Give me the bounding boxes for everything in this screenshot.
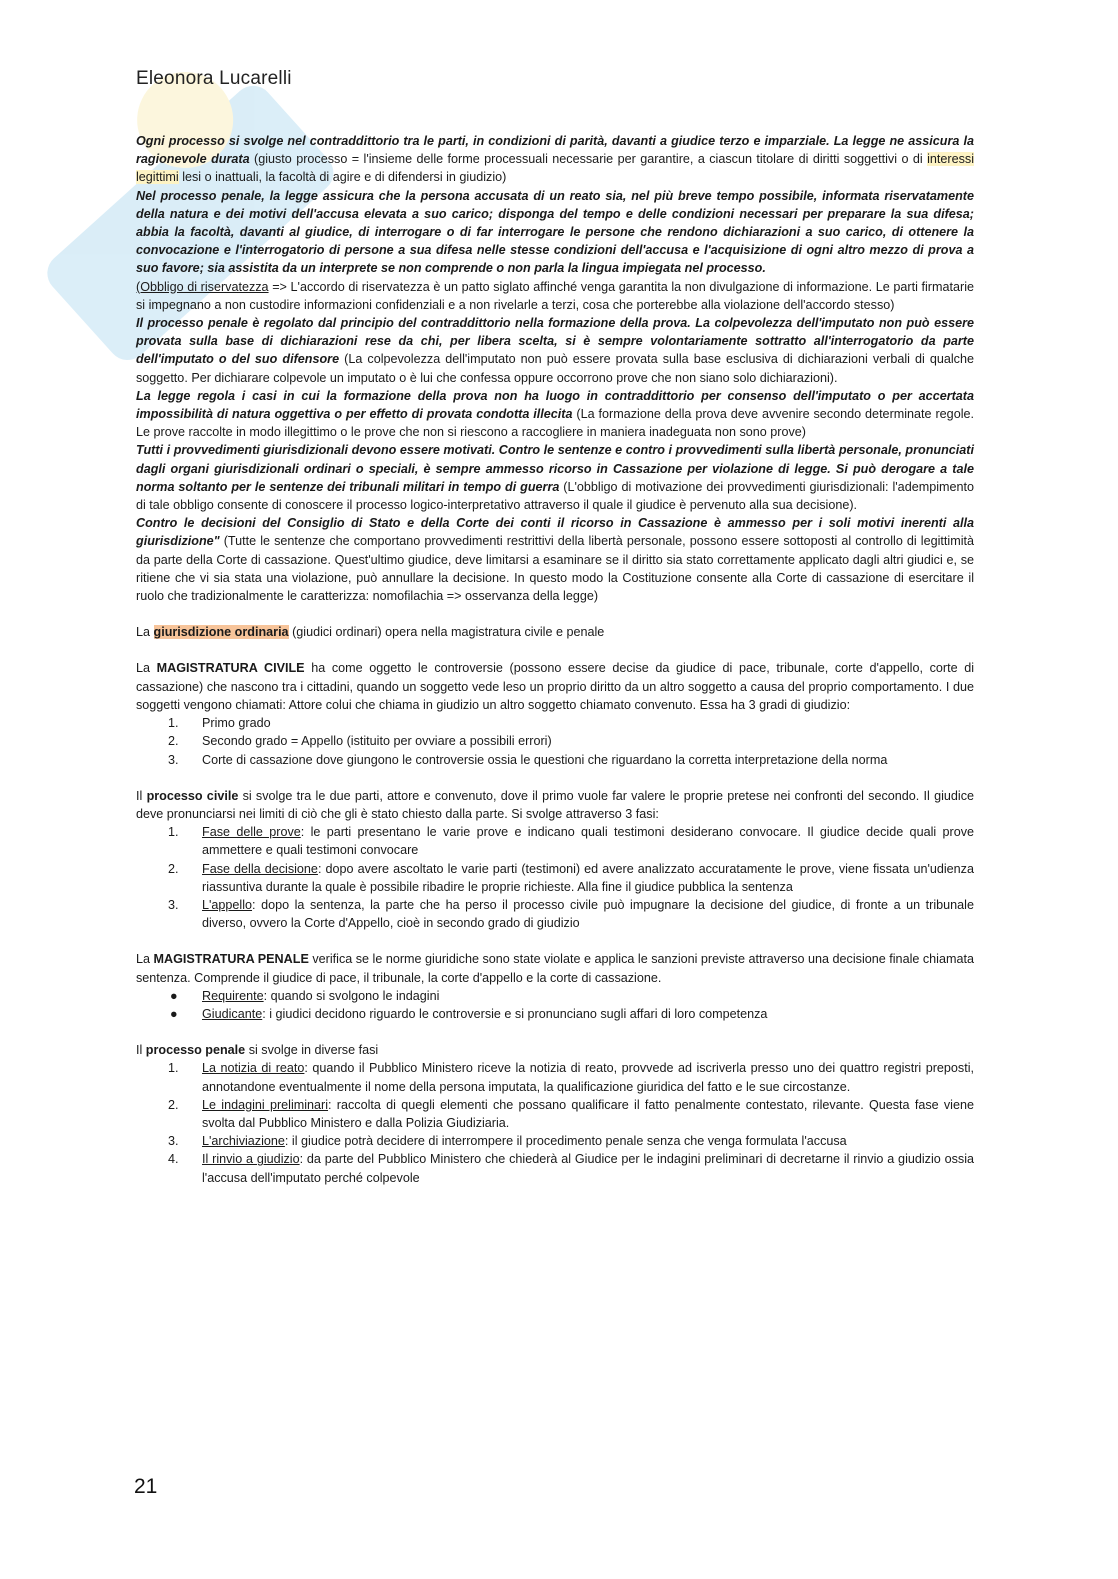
paragraph-text: (giudici ordinari) opera nella magistratura civile e penale	[288, 625, 605, 640]
paragraph-giurisdizione-ordinaria	[136, 623, 974, 641]
page-number: 21	[134, 1475, 158, 1498]
paragraph-processo-civile	[136, 787, 974, 823]
list-item-text: : i giudici decidono riguardo le controversie e si pronunciano sugli affari di loro competenza	[262, 1006, 768, 1021]
paragraph-riservatezza	[136, 278, 974, 314]
list-item-title: Il rinvio a giudizio	[202, 1152, 300, 1167]
list-item-title: Fase delle prove	[202, 825, 301, 840]
paragraph-text: (La colpevolezza dell'imputato non può essere provata sulla base esclusiva di dichiarazioni verbali di qualche soggetto. Per dichiarare colpevole un imputato o è lui che confessa oppure occorrono prove che non siano solo dichiarazioni).	[136, 352, 974, 385]
paragraph-processo-penale	[136, 1041, 974, 1059]
list-item	[136, 1096, 974, 1132]
highlighted-text: giurisdizione ordinaria	[153, 625, 289, 640]
paragraph-bold-text: processo civile	[146, 788, 239, 803]
paragraph-text: => L'accordo di riservatezza è un patto siglato affinché venga garantita la non divulgazione di informazione. Le parti firmatarie si impegnano a non custodire informazioni confidenziali e a non rivelarle a terzi, cosa che porterebbe alla violazione dell'accordo stesso)	[136, 279, 974, 312]
paragraph-formazione-prova	[136, 387, 974, 442]
list-item-text: Secondo grado = Appello (istituito per ovviare a possibili errori)	[202, 734, 552, 749]
list-item-text: Corte di cassazione dove giungono le controversie ossia le questioni che riguardano la corretta interpretazione della norma	[202, 752, 888, 767]
paragraph-bold-text: Contro le decisioni del Consiglio di Stato e della Corte dei conti il ricorso in Cassazione è ammesso per i soli motivi inerenti alla giurisdizione"	[136, 516, 974, 549]
list-item-text: : il giudice potrà decidere di interrompere il procedimento penale senza che venga formulata l'accusa	[284, 1134, 847, 1149]
list-number: 2.	[168, 1097, 179, 1112]
list-item	[136, 1150, 974, 1186]
list-number: 3.	[168, 752, 179, 767]
list-item-title: Giudicante	[202, 1006, 263, 1021]
paragraph-bold-text: Nel processo penale, la legge assicura che la persona accusata di un reato sia, nel più breve tempo possibile, informata riservatamente della natura e dei motivi dell'accusa elevata a suo carico; disponga del tempo e delle condizioni necessari per preparare la sua difesa; abbia la facoltà, davanti al giudice, di interrogare o di far interrogare le persone che rendono dichiarazioni a suo carico, di ottenere la convocazione e l'interrogatorio di persone a sua difesa nelle stesse condizioni dell'accusa e l'acquisizione di ogni altro mezzo di prova a suo favore; sia assistita da un interprete se non comprende o non parla la lingua impiegata nel processo.	[136, 188, 974, 276]
paragraph-text: Il	[136, 788, 147, 803]
page-body	[136, 132, 974, 1187]
paragraph-bold-text: Ogni processo si svolge nel contraddittorio tra le parti, in condizioni di parità, davanti a giudice terzo e imparziale. La legge ne assicura la ragionevole durata	[136, 134, 974, 167]
paragraph-text: La	[136, 625, 154, 640]
list-item-text: : dopo avere ascoltato le varie parti (testimoni) ed avere analizzato accuratamente le prove, viene fissata un'udienza riassuntiva durante la quale è possibile ribadire le proprie richieste. Alla fine il giudice pubblica la sentenza	[202, 861, 974, 894]
list-item	[136, 987, 974, 1005]
list-item-title: L'appello	[202, 897, 253, 912]
paragraph-bold-text: MAGISTRATURA CIVILE	[156, 661, 305, 676]
list-item-title: Requirente	[202, 988, 264, 1003]
document-author: Eleonora Lucarelli	[136, 68, 292, 89]
list-item-text: : quando il Pubblico Ministero riceve la notizia di reato, provvede ad iscriverla presso uno dei quattro registri preposti, annotandone eventualmente il nome della persona imputata, la qualificazione giuridica del fatto e le sue circostanze.	[202, 1061, 974, 1094]
paragraph-bold-text: Tutti i provvedimenti giurisdizionali devono essere motivati. Contro le sentenze e contro i provvedimenti sulla libertà personale, pronunciati dagli organi giurisdizionali ordinari o speciali, è sempre ammesso ricorso in Cassazione per violazione di legge. Si può derogare a tale norma soltanto per le sentenze dei tribunali militari in tempo di guerra	[136, 443, 974, 494]
list-item	[136, 896, 974, 932]
paragraph-text: si svolge in diverse fasi	[245, 1043, 379, 1058]
list-item	[136, 732, 974, 750]
list-item-text: : le parti presentano le varie prove e indicano quali testimoni desiderano convocare. Il giudice decide quali prove ammettere e quali testimoni convocare	[202, 825, 974, 858]
bullet-icon: ●	[170, 1006, 178, 1021]
paragraph-contraddittorio	[136, 314, 974, 387]
list-item-title: L'archiviazione	[202, 1134, 285, 1149]
paragraph-text: ha come oggetto le controversie (possono essere decise da giudice di pace, tribunale, corte d'appello, corte di cassazione) che nascono tra i cittadini, quando un soggetto vede leso un proprio diritto da un altro soggetto a causa del proprio comportamento. I due soggetti vengono chiamati: Attore colui che chiama in giudizio un altro soggetto chiamato convenuto. Essa ha 3 gradi di giudizio:	[136, 661, 975, 712]
paragraph-magistratura-civile	[136, 659, 974, 714]
bullet-icon: ●	[170, 988, 178, 1003]
list-number: 1.	[168, 825, 179, 840]
list-gradi-giudizio	[136, 714, 974, 769]
paragraph-provvedimenti	[136, 441, 974, 514]
list-item	[136, 823, 974, 859]
list-number: 3.	[168, 1134, 179, 1149]
list-item-text: : quando si svolgono le indagini	[263, 988, 440, 1003]
list-item-title: Le indagini preliminari	[202, 1097, 329, 1112]
list-item-text: : dopo la sentenza, la parte che ha perso il processo civile può impugnare la decisione del giudice, di fronte a un tribunale diverso, ovvero la Corte d'Appello, cioè in secondo grado di giudizio	[202, 897, 974, 931]
paragraph-text: verifica se le norme giuridiche sono state violate e applica le sanzioni previste attraverso una decisione finale chiamata sentenza. Comprende il giudice di pace, il tribunale, la corte d'appello e la corte di cassazione.	[136, 952, 974, 985]
list-magistratura-penale	[136, 987, 974, 1023]
paragraph-text: (Tutte le sentenze che comportano provvedimenti restrittivi della libertà personale, possono essere sottoposti al controllo di legittimità da parte della Corte di cassazione. Quest'ultimo giudice, deve limitarsi a esaminare se il diritto sia stato correttamente applicato dagli altri giudici e, se ritiene che vi sia stata una violazione, può annullare la decisione. In questo modo la Costituzione consente alla Corte di cassazione di esercitare il ruolo che tradizionalmente le caratterizza: nomofilachia => osservanza della legge)	[136, 534, 974, 604]
list-item	[136, 714, 974, 732]
paragraph-text: La	[136, 661, 157, 676]
list-number: 2.	[168, 861, 179, 876]
paragraph-bold-text: MAGISTRATURA PENALE	[153, 952, 309, 967]
list-item-title: Fase della decisione	[202, 861, 318, 876]
paragraph-text: si svolge tra le due parti, attore e convenuto, dove il primo vuole far valere le proprie pretese nei confronti del secondo. Il giudice deve pronunciarsi nei limiti di ciò che gli è stato chiesto dalla parte. Si svolge attraverso 3 fasi:	[136, 788, 974, 821]
paragraph-magistratura-penale	[136, 950, 974, 986]
paragraph-bold-text: La legge regola i casi in cui la formazione della prova non ha luogo in contraddittorio per consenso dell'imputato o per accertata impossibilità di natura oggettiva o per effetto di provata condotta illecita	[136, 388, 974, 422]
list-number: 1.	[168, 1061, 179, 1076]
list-item-text: : raccolta di quegli elementi che possano qualificare il fatto penalmente contestato, rilevante. Questa fase viene svolta dal Pubblico Ministero e dalla Polizia Giudiziaria.	[202, 1097, 974, 1130]
paragraph-text: (La formazione della prova deve avvenire secondo determinate regole. Le prove raccolte in modo illegittimo o le prove che non si riescono a raccogliere in maniera inadeguata non sono prove)	[136, 407, 974, 440]
list-item-text: Primo grado	[202, 716, 271, 731]
list-item	[136, 860, 974, 896]
paragraph-consiglio-di-stato	[136, 514, 974, 605]
list-number: 2.	[168, 734, 179, 749]
paragraph-processo-penale-diritti	[136, 187, 974, 278]
list-item	[136, 1059, 974, 1095]
paragraph-text: La	[136, 952, 154, 967]
paragraph-text: lesi o inattuali, la facoltà di agire e di difendersi in giudizio)	[178, 170, 507, 185]
paragraph-text: (giusto processo = l'insieme delle forme processuali necessarie per garantire, a ciascun titolare di diritti soggettivi o di	[249, 152, 928, 167]
list-number: 4.	[168, 1152, 179, 1167]
list-item	[136, 1132, 974, 1150]
paragraph-giusto-processo	[136, 132, 974, 187]
list-item-text: : da parte del Pubblico Ministero che chiederà al Giudice per le indagini preliminari di decretarne il rinvio a giudizio ossia l'accusa dell'imputato perché colpevole	[202, 1152, 974, 1185]
list-item-title: La notizia di reato	[202, 1061, 305, 1076]
list-number: 1.	[168, 716, 179, 731]
paragraph-text: Il	[136, 1043, 146, 1058]
paragraph-text: (L'obbligo di motivazione dei provvedimenti giurisdizionali: l'adempimento di tale obbligo consente di conoscere il processo logico-interpretativo attraverso il quale il giudice è pervenuto alla sua decisione).	[136, 479, 974, 513]
list-fasi-processo-penale	[136, 1059, 974, 1186]
paragraph-bold-text: Il processo penale è regolato dal principio del contraddittorio nella formazione della prova. La colpevolezza dell'imputato non può essere provata sulla base di dichiarazioni rese da chi, per libera scelta, si è sempre volontariamente sottratto all'interrogatorio da parte dell'imputato o del suo difensore	[136, 316, 974, 367]
list-item	[136, 1005, 974, 1023]
highlighted-text: interessi legittimi	[136, 152, 974, 185]
list-number: 3.	[168, 897, 179, 912]
list-fasi-processo-civile	[136, 823, 974, 932]
list-item	[136, 751, 974, 769]
underlined-text: (Obbligo di riservatezza	[136, 279, 269, 294]
paragraph-bold-text: processo penale	[145, 1043, 246, 1058]
